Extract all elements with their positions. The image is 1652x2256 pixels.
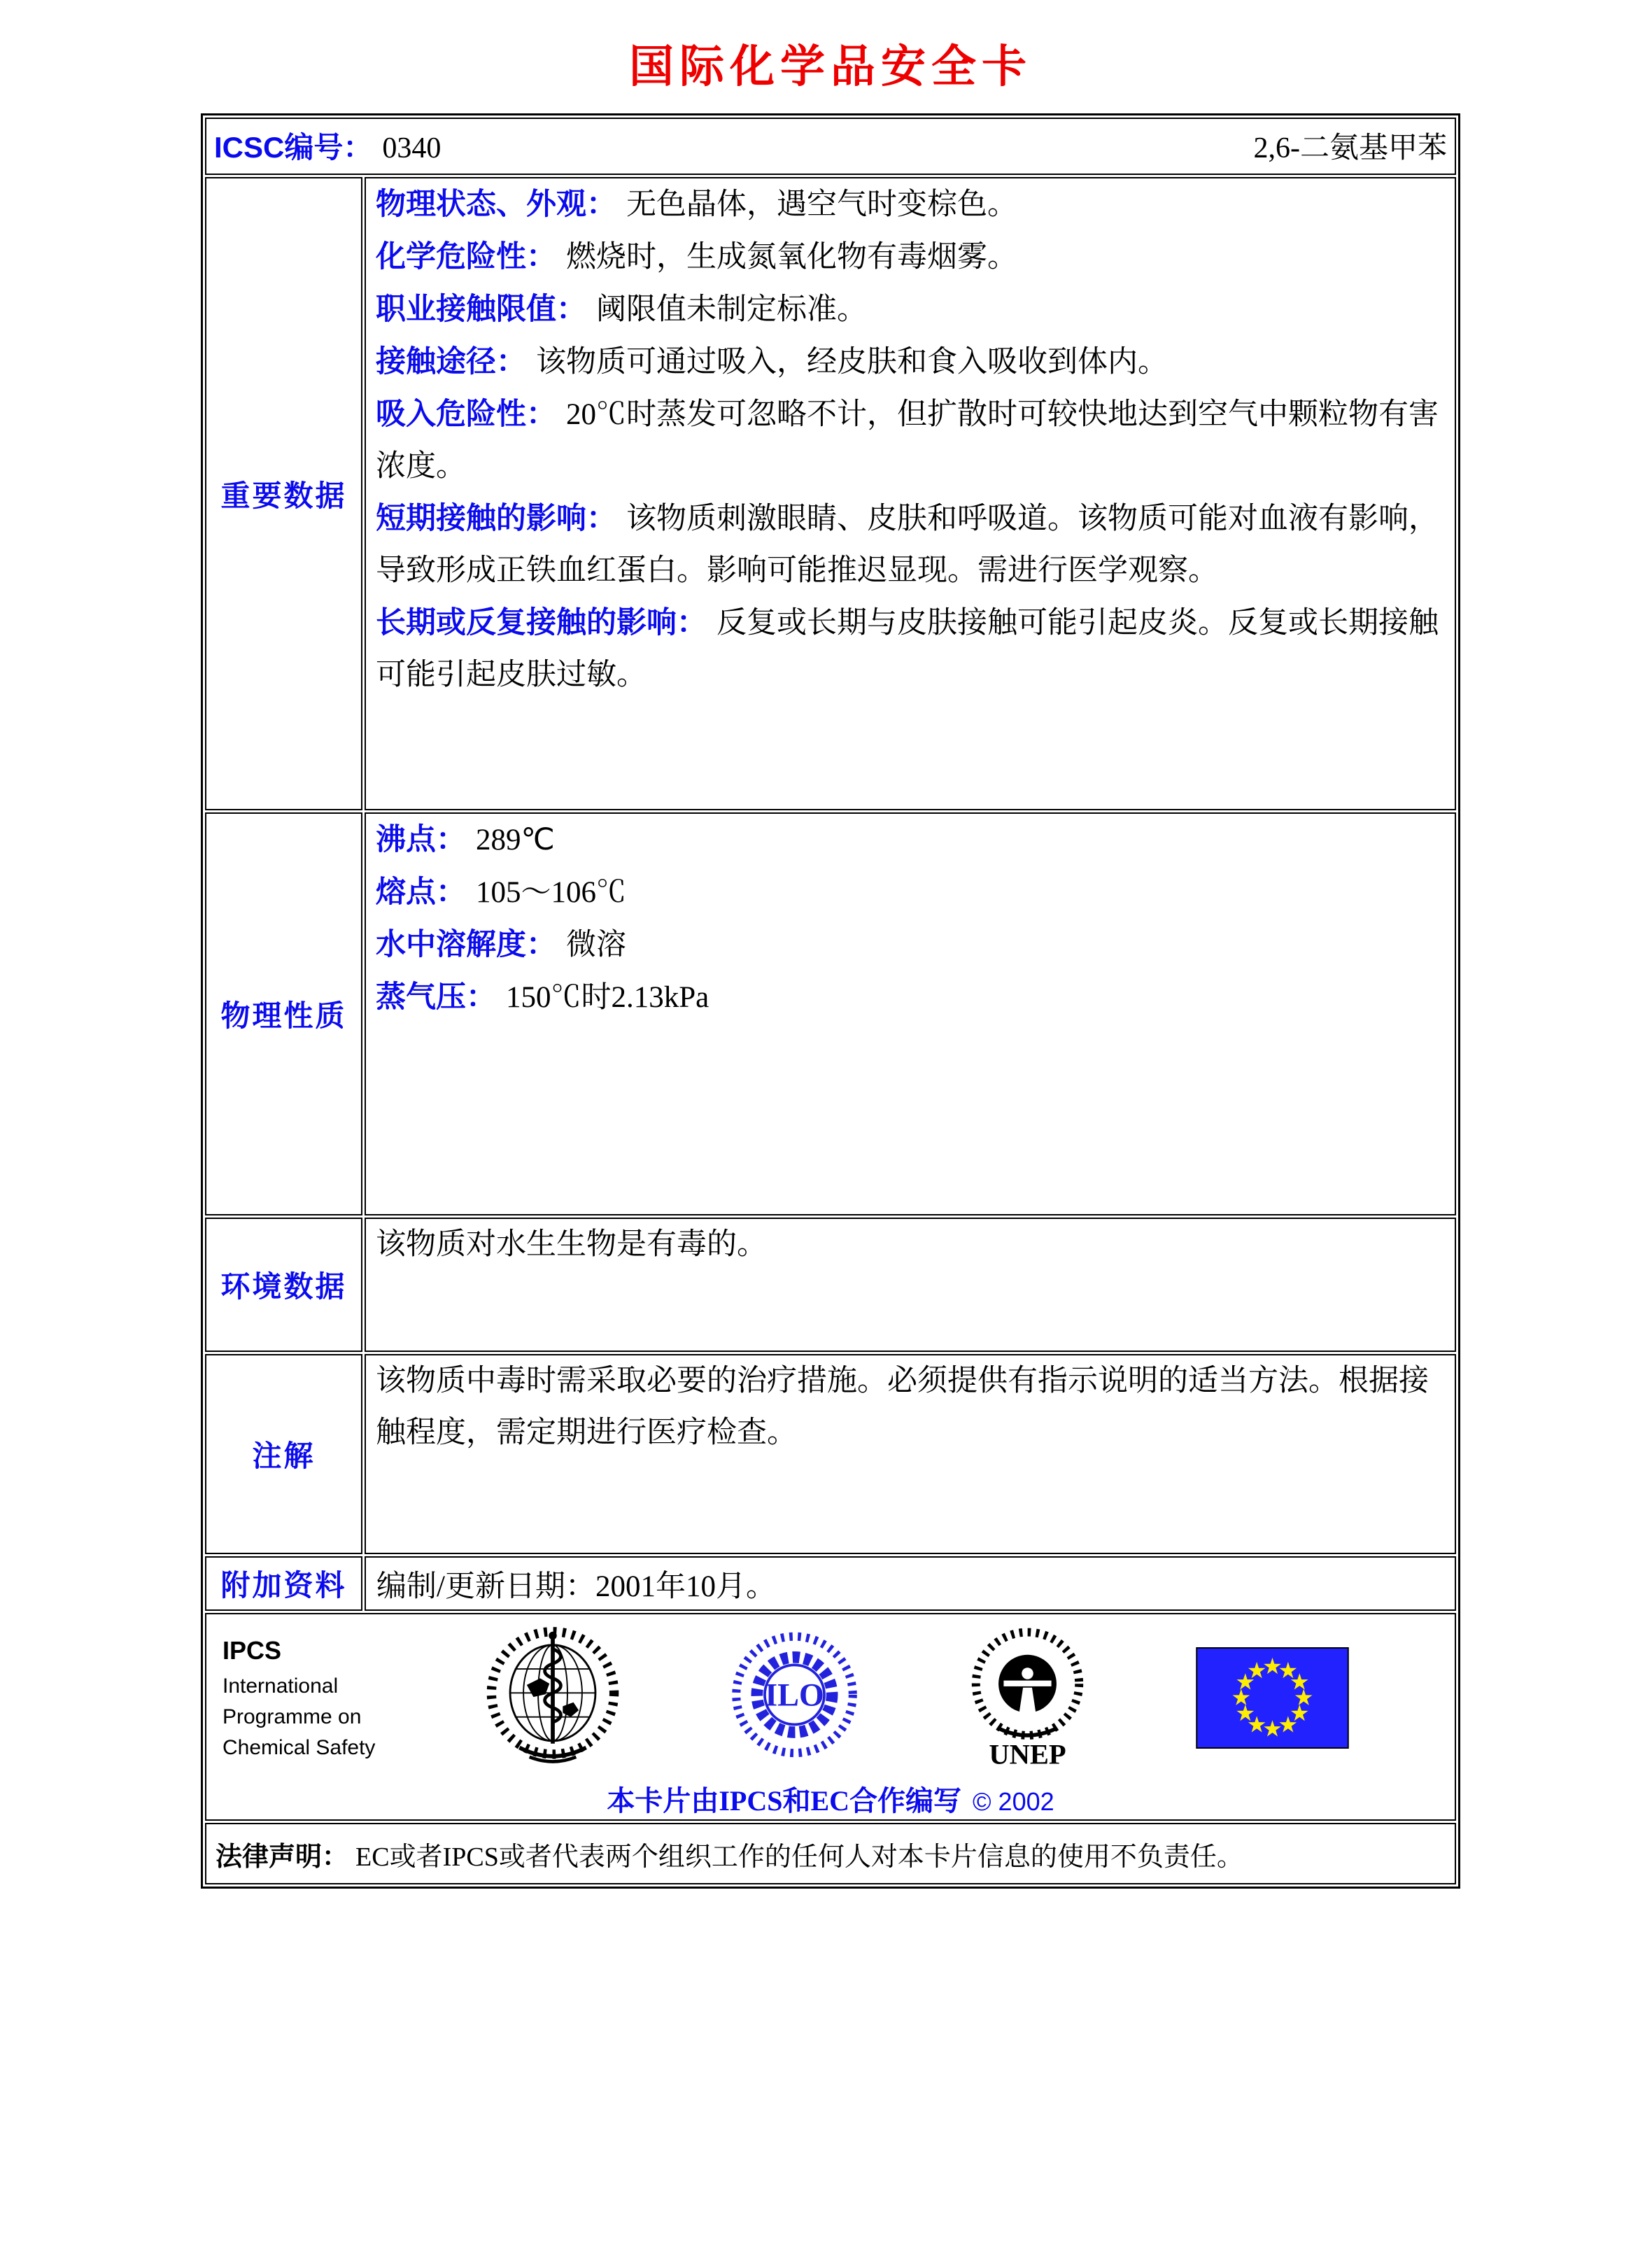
data-item: 接触途径： 该物质可通过吸入，经皮肤和食入吸收到体内。 <box>376 345 1168 379</box>
section-label-cell-important <box>205 177 362 810</box>
data-item: 长期或反复接触的影响： 反复或长期与皮肤接触可能引起皮炎。反复或长期接触可能引起皮肤过敏。 <box>376 606 1439 691</box>
section-label-cell-additional <box>205 1556 362 1611</box>
icsc-number-label: ICSC编号： <box>214 131 373 164</box>
unep-logo-text: UNEP <box>989 1738 1066 1769</box>
icsc-number-value: 0340 <box>382 132 442 164</box>
legal-row <box>205 1823 1456 1884</box>
section-environment-row <box>205 1218 1456 1352</box>
section-content-notes <box>365 1354 1456 1554</box>
section-content-physical <box>365 812 1456 1215</box>
section-physical-row <box>205 812 1456 1215</box>
data-item: 水中溶解度： 微溶 <box>376 928 626 961</box>
environment-text: 该物质对水生生物是有毒的。 <box>376 1228 767 1261</box>
who-logo-icon <box>483 1626 623 1773</box>
notes-text: 该物质中毒时需采取必要的治疗措施。必须提供有指示说明的适当方法。根据接触程度，需定期进行医疗检查。 <box>376 1365 1429 1449</box>
data-item: 短期接触的影响： 该物质刺激眼睛、皮肤和呼吸道。该物质可能对血液有影响，导致形成正铁血红蛋白。影响可能推迟显现。需进行医学观察。 <box>376 502 1439 587</box>
section-content-environment <box>365 1218 1456 1352</box>
credit-text: 本卡片由IPCS和EC合作编写 <box>607 1785 962 1817</box>
ipcs-subtitle-line: Chemical Safety <box>223 1736 376 1759</box>
section-label-physical: 物理性质 <box>220 999 347 1032</box>
icsc-number-group <box>214 125 441 167</box>
legal-cell <box>205 1823 1456 1884</box>
data-item: 职业接触限值： 阈限值未制定标准。 <box>376 292 867 326</box>
ipcs-subtitle-line: International <box>223 1675 339 1698</box>
legal-text: EC或者IPCS或者代表两个组织工作的任何人对本卡片信息的使用不负责任。 <box>355 1842 1243 1872</box>
footer-cell <box>205 1613 1456 1821</box>
ipcs-text-block <box>223 1636 375 1763</box>
section-label-important: 重要数据 <box>220 479 347 512</box>
section-label-environment: 环境数据 <box>220 1270 347 1303</box>
ilo-logo-icon <box>730 1628 859 1772</box>
data-item: 蒸气压： 150℃时2.13kPa <box>376 980 709 1014</box>
section-content-important <box>365 177 1456 810</box>
data-item: 吸入危险性： 20℃时蒸发可忽略不计，但扩散时可较快地达到空气中颗粒物有害浓度。 <box>376 397 1439 483</box>
ipcs-subtitle-line: Programme on <box>223 1705 362 1728</box>
unep-logo-icon <box>966 1627 1089 1772</box>
section-notes-row <box>205 1354 1456 1554</box>
section-label-cell-notes <box>205 1354 362 1554</box>
section-additional-row <box>205 1556 1456 1611</box>
additional-text: 编制/更新日期：2001年10月。 <box>376 1570 776 1603</box>
data-item: 沸点： 289℃ <box>376 823 555 856</box>
section-label-additional: 附加资料 <box>220 1569 347 1602</box>
section-content-additional <box>365 1556 1456 1611</box>
credit-line <box>207 1779 1454 1819</box>
copyright-text: © 2002 <box>973 1787 1054 1816</box>
ipcs-title: IPCS <box>223 1636 282 1665</box>
ilo-logo-text: ILO <box>764 1677 824 1714</box>
icsc-document-page <box>0 31 1652 2256</box>
section-label-cell-environment <box>205 1218 362 1352</box>
data-item: 物理状态、外观： 无色晶体，遇空气时变棕色。 <box>376 188 1017 221</box>
icsc-card <box>201 113 1460 1889</box>
header-cell <box>205 118 1456 175</box>
data-item: 化学危险性： 燃烧时，生成氮氧化物有毒烟雾。 <box>376 240 1017 274</box>
chemical-name: 2,6-二氨基甲苯 <box>1253 132 1447 164</box>
eu-flag-icon <box>1196 1647 1349 1752</box>
section-important-row <box>205 177 1456 810</box>
page-title: 国际化学品安全卡 <box>629 42 1032 92</box>
legal-label: 法律声明： <box>216 1842 349 1872</box>
data-item: 熔点： 105～106℃ <box>376 875 626 909</box>
section-label-cell-physical <box>205 812 362 1215</box>
footer-row <box>205 1613 1456 1821</box>
header-row <box>205 118 1456 175</box>
section-label-notes: 注解 <box>252 1439 316 1472</box>
card-wrapper <box>201 31 1460 1889</box>
